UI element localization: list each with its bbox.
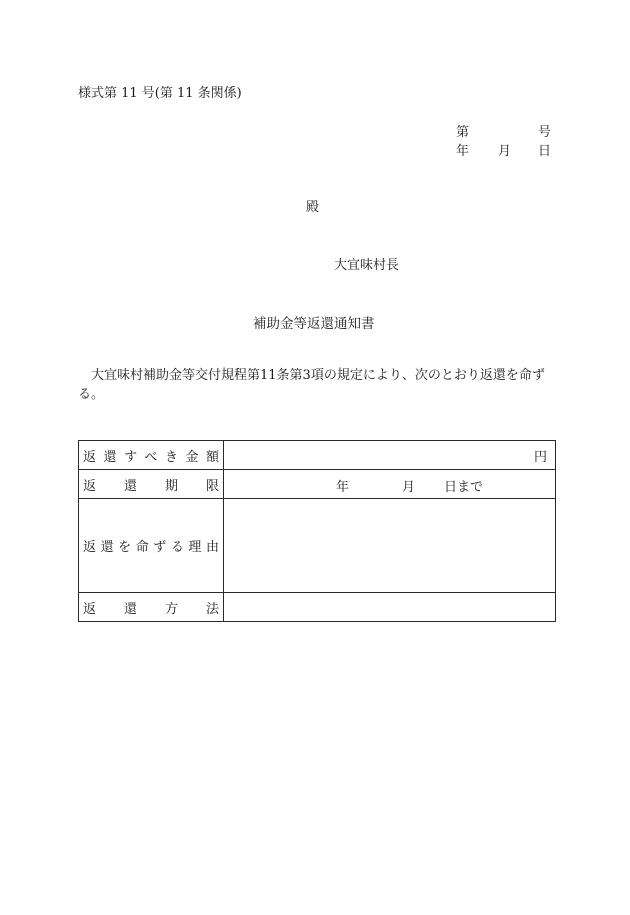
date-month-label: 月 bbox=[498, 144, 512, 159]
document-number-label: 第 bbox=[456, 125, 470, 140]
method-label: 返還方法 bbox=[79, 593, 224, 622]
document-title: 補助金等返還通知書 bbox=[253, 316, 375, 332]
deadline-month: 月 bbox=[402, 480, 416, 495]
table-row-amount bbox=[79, 441, 556, 470]
amount-value-cell bbox=[224, 441, 556, 470]
return-details-table bbox=[78, 440, 556, 622]
date-day-label: 日 bbox=[538, 144, 552, 159]
document-number-suffix: 号 bbox=[538, 125, 552, 140]
reason-label: 返還を命ずる理由 bbox=[79, 499, 224, 593]
table-row-deadline bbox=[79, 470, 556, 499]
table-row-method bbox=[79, 593, 556, 622]
addressee-honorific: 殿 bbox=[306, 200, 320, 215]
form-number: 様式第 11 号(第 11 条関係) bbox=[78, 86, 242, 101]
issuer-name: 大宜味村長 bbox=[334, 258, 400, 273]
deadline-label: 返還期限 bbox=[79, 470, 224, 499]
method-value-cell bbox=[224, 593, 556, 622]
date-year-label: 年 bbox=[456, 144, 470, 159]
amount-unit: 円 bbox=[533, 449, 547, 465]
table-row-reason bbox=[79, 499, 556, 593]
body-text: 大宜味村補助金等交付規程第11条第3項の規定により、次のとおり返還を命ずる。 bbox=[78, 368, 545, 402]
reason-value-cell bbox=[224, 499, 556, 593]
deadline-year: 年 bbox=[336, 480, 350, 495]
amount-label: 返還すべき金額 bbox=[79, 441, 224, 470]
deadline-value-cell bbox=[224, 470, 556, 499]
deadline-until: 日まで bbox=[444, 480, 484, 495]
